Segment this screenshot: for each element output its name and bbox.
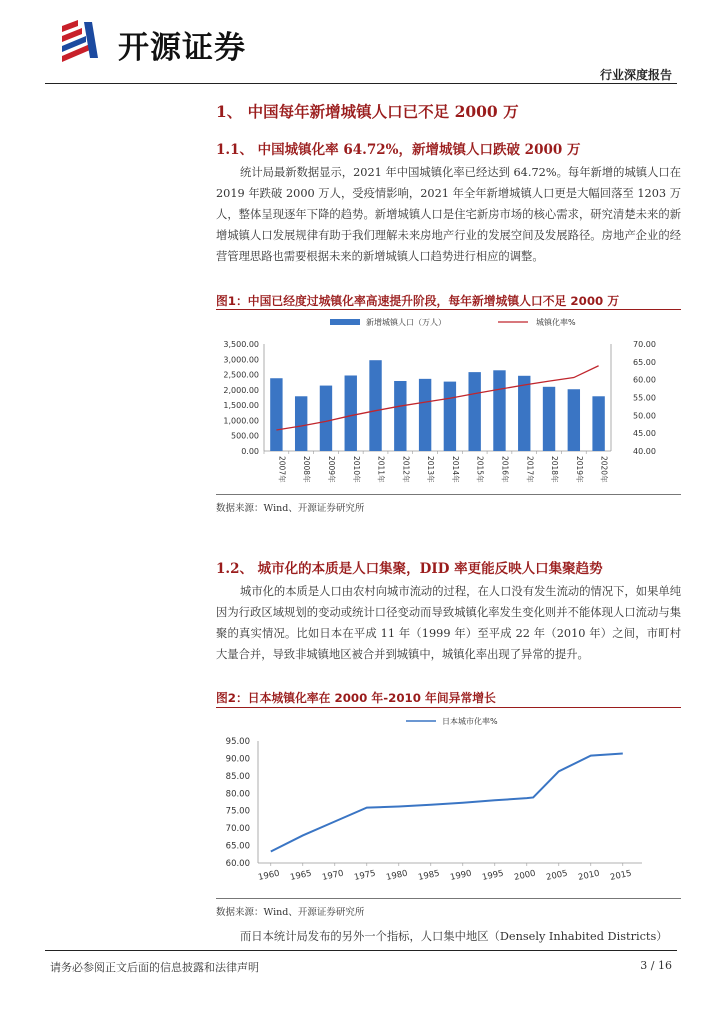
x-tick-label: 1960 (257, 868, 281, 883)
x-tick-label: 2005 (545, 868, 569, 883)
bar (543, 387, 555, 451)
legend-label: 城镇化率% (536, 318, 576, 327)
bar (468, 372, 480, 451)
closing-paragraph-text: 而日本统计局发布的另外一个指标，人口集中地区（Densely Inhabited Districts） (240, 930, 668, 943)
x-tick-label: 2009年 (326, 456, 336, 483)
x-tick-label: 2019年 (574, 456, 584, 483)
y-tick-label: 70.00 (225, 824, 250, 835)
x-tick-label: 2020年 (599, 456, 609, 483)
x-tick-label: 2015年 (475, 456, 485, 483)
x-tick-label: 1975 (353, 868, 377, 883)
y-tick-label-left: 500.00 (231, 431, 259, 441)
x-tick-label: 1965 (289, 868, 313, 883)
x-tick-label: 1990 (449, 868, 473, 883)
footer-disclaimer: 请务必参阅正文后面的信息披露和法律声明 (50, 961, 259, 974)
subsection-title-1-1: 1.1、 中国城镇化率 64.72%，新增城镇人口跌破 2000 万 (216, 142, 581, 158)
page-number: 3 / 16 (640, 959, 672, 972)
bar (345, 375, 357, 451)
bar (444, 382, 456, 451)
logo-icon (60, 18, 114, 62)
x-tick-label: 2015 (609, 868, 633, 883)
report-type: 行业深度报告 (599, 68, 672, 82)
section-title: 1、 中国每年新增城镇人口已不足 2000 万 (216, 102, 519, 121)
x-tick-label: 2007年 (277, 456, 287, 483)
paragraph-1-2-text: 城市化的本质是人口由农村向城市流动的过程，在人口没有发生流动的情况下，如果单纯因为行政区域规划的变动或统计口径变动而导致城镇化率发生变化则并不能体现人口流动与集聚的真实情况。比如日本在平成 11 年（1999 年）至平成 22 年（2010 年）之间，市町村大量合并，导致非城镇地区被合并到城镇中，城镇化率出现了异常的提升。 (216, 585, 681, 661)
figure1-bottom-rule (216, 494, 681, 495)
y-tick-label-right: 40.00 (633, 447, 656, 456)
y-tick-label-left: 2,000.00 (223, 385, 259, 395)
x-tick-label: 2018年 (550, 456, 560, 483)
y-tick-label-left: 3,500.00 (223, 340, 259, 349)
figure1-title: 图1：中国已经度过城镇化率高速提升阶段，每年新增城镇人口不足 2000 万 (216, 294, 620, 308)
y-tick-label: 75.00 (225, 806, 250, 817)
y-tick-label: 65.00 (225, 841, 250, 852)
y-tick-label-left: 3,000.00 (223, 355, 259, 365)
y-tick-label: 60.00 (225, 859, 250, 869)
x-tick-label: 2017年 (525, 456, 535, 483)
y-tick-label-right: 50.00 (633, 411, 656, 421)
bar (295, 396, 307, 451)
x-tick-label: 2010年 (351, 456, 361, 483)
header-divider (45, 83, 677, 84)
paragraph-1-1 (216, 162, 681, 267)
figure1-source: 数据来源：Wind、开源证券研究所 (216, 503, 365, 514)
y-tick-label-right: 45.00 (633, 429, 656, 439)
y-tick-label-right: 60.00 (633, 375, 656, 385)
y-tick-label-right: 70.00 (633, 340, 656, 349)
bar (493, 370, 505, 451)
bar (320, 386, 332, 451)
x-tick-label: 2012年 (401, 456, 411, 483)
y-tick-label-left: 2,500.00 (223, 370, 259, 380)
x-tick-label: 2008年 (302, 456, 312, 483)
legend-label: 新增城镇人口（万人） (366, 318, 446, 327)
bar (568, 389, 580, 451)
paragraph-1-2 (216, 581, 681, 665)
closing-paragraph (216, 926, 681, 947)
y-tick-label: 95.00 (225, 737, 250, 747)
x-tick-label: 2014年 (450, 456, 460, 483)
x-tick-label: 2000 (513, 868, 537, 883)
x-tick-label: 2016年 (500, 456, 510, 483)
paragraph-1-1-text: 统计局最新数据显示，2021 年中国城镇化率已经达到 64.72%。每年新增的城镇人口在 2019 年跌破 2000 万人，受疫情影响，2021 年全年新增城镇人口更是大幅回落至 1203 万人，整体呈现逐年下降的趋势。新增城镇人口是住宅新房市场的核心需求，研究清楚未来的新增城镇人口发展规律有助于我们理解未来房地产行业的发展空间及发展路径。房地产企业的经营管理思路也需要根据未来的新增城镇人口趋势进行相应的调整。 (216, 166, 681, 263)
y-tick-label-left: 0.00 (241, 447, 259, 456)
footer-divider (45, 950, 677, 951)
x-tick-label: 1970 (321, 868, 345, 883)
x-tick-label: 2010 (577, 868, 601, 883)
figure2-source: 数据来源：Wind、开源证券研究所 (216, 907, 365, 918)
bar (270, 378, 282, 451)
logo-text: 开源证券 (118, 30, 246, 66)
x-tick-label: 2011年 (376, 456, 386, 483)
legend-label: 日本城市化率% (442, 717, 498, 726)
x-tick-label: 1995 (481, 868, 505, 883)
figure2-chart (206, 708, 686, 896)
figure2-title: 图2：日本城镇化率在 2000 年-2010 年间异常增长 (216, 691, 496, 705)
bar (518, 376, 530, 451)
y-tick-label: 80.00 (225, 789, 250, 800)
y-tick-label: 85.00 (225, 771, 250, 782)
x-tick-label: 2013年 (426, 456, 436, 483)
figure2-bottom-rule (216, 898, 681, 899)
figure1-chart (206, 310, 686, 492)
y-tick-label-left: 1,500.00 (223, 401, 259, 411)
y-tick-label: 90.00 (225, 754, 250, 765)
legend-bar-swatch (330, 319, 360, 325)
bar (419, 379, 431, 451)
japan-urbanization-line (271, 754, 623, 852)
bar (592, 396, 604, 451)
bar (369, 360, 381, 451)
x-tick-label: 1985 (417, 868, 441, 883)
y-tick-label-right: 55.00 (633, 393, 656, 403)
subsection-title-1-2: 1.2、 城市化的本质是人口集聚，DID 率更能反映人口集聚趋势 (216, 561, 603, 577)
y-tick-label-left: 1,000.00 (223, 416, 259, 426)
x-tick-label: 1980 (385, 868, 409, 883)
bar (394, 381, 406, 451)
y-tick-label-right: 65.00 (633, 357, 656, 367)
